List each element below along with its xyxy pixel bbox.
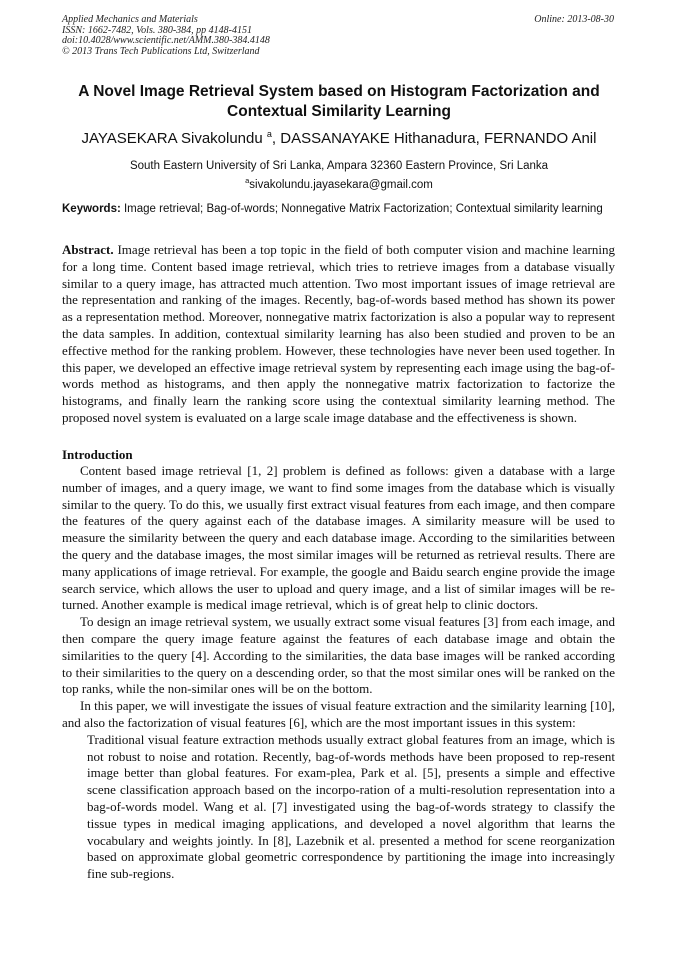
- contact-email: [40, 178, 638, 192]
- introduction-heading: Introduction: [62, 447, 133, 462]
- paper-title: A Novel Image Retrieval System based on Histogram Factorization and Contextual Similarity Learning: [78, 83, 600, 120]
- email-mark: a: [245, 176, 250, 186]
- email-address: sivakolundu.jayasekara@gmail.com: [249, 179, 433, 191]
- abstract: [62, 242, 615, 427]
- introduction-body: [62, 463, 615, 883]
- intro-list-item: Traditional visual feature extraction methods usually extract global features from an image, which is not robust to noise and rotation. Recently, bag-of-words methods have been proposed to rep-resent image better than global features. For exam-plea, Park et al. [5], presents a simple and effective scene classification approach based on the incorpo-ration of a multi-resolution representation into a bag-of-words model. Wang et al. [7] investigated using the bag-of-words strategy to classify the tissue types in medical imaging applications, and developed a novel algorithm that learns the vocabulary and weights jointly. In [8], Lazebnik et al. presented a method for scene reorganization based on approximate global geometric correspondence by partitioning the image into increasingly fine sub-regions.: [87, 731, 615, 882]
- keywords-label: Keywords:: [62, 203, 121, 215]
- intro-paragraph-3: In this paper, we will investigate the issues of visual feature extraction and the similarity learning [10], and also the factorization of visual features [6], which are the most important issues in this system:: [62, 698, 615, 730]
- copyright-line: © 2013 Trans Tech Publications Ltd, Switzerland: [62, 45, 260, 57]
- author-list: [30, 130, 648, 148]
- intro-paragraph-1: Content based image retrieval [1, 2] problem is defined as follows: given a database with a large number of images, and a query image, we want to find some images from the database which is visually similar to the query. To do this, we usually first extract visual features from each image, and then compare the features of the query against each of the database images. A similarity measure will be used to measure the similarity between the query and each database image. According to the similarities between the query and the database images, the most similar images will be returned as retrieval results. There are many applications of image retrieval. For example, the google and Baidu search engine provide the image search service, which allows the user to upload and query image, and a list of similar images will be re-turned. Another example is medical image retrieval, which is of great help to clinic doctors.: [62, 463, 615, 613]
- other-authors: , DASSANAYAKE Hithanadura, FERNANDO Anil: [271, 130, 597, 147]
- journal-header: [62, 15, 270, 57]
- online-date: Online: 2013-08-30: [534, 14, 614, 25]
- issn-line: ISSN: 1662-7482, Vols. 380-384, pp 4148-4151: [62, 24, 252, 36]
- first-author: JAYASEKARA Sivakolundu: [81, 130, 263, 147]
- abstract-label: Abstract.: [62, 242, 114, 257]
- doi-line: doi:10.4028/www.scientific.net/AMM.380-384.4148: [62, 35, 270, 46]
- affiliation: South Eastern University of Sri Lanka, Ampara 32360 Eastern Province, Sri Lanka: [129, 160, 549, 172]
- keywords: [62, 202, 615, 216]
- journal-name: Applied Mechanics and Materials: [62, 14, 198, 25]
- abstract-text: Image retrieval has been a top topic in the field of both computer vision and machine learning for a long time. Content based image retrieval, which tries to retrieve images from a database visually similar to a query image, has attracted much attention. Two most important issues of image retrieval are the representation and ranking of the images. Recently, bag-of-words based method has shown its power as a representation method. Moreover, nonnegative matrix factorization is also a popular way to represent the data samples. In addition, contextual similarity learning has also been studied and proven to be an effective method for the ranking problem. However, these technologies have never been used together. In this paper, we developed an effective image retrieval system by representing each image using the bag-of-words method as histograms, and then apply the nonnegative matrix factorization to factorize the histograms, and finally learn the ranking score using the contextual similarity learning method. The proposed novel system is evaluated on a large scale image database and the effectiveness is shown.: [62, 242, 615, 425]
- author-affiliation-mark: a: [266, 129, 272, 139]
- intro-paragraph-2: To design an image retrieval system, we usually extract some visual features [3] from each image, and then compare the query image feature against the features of each database image and obtain the similarities to the query [4]. According to the similarities, the data base images will be ranked according to their similarities to the query on a descending order, so that the most similar ones will be ranked on the top ranks, while the non-similar ones will be on the bottom.: [62, 614, 615, 697]
- keywords-text: Image retrieval; Bag-of-words; Nonnegative Matrix Factorization; Contextual similarity learning: [120, 203, 603, 215]
- intro-list: [62, 732, 615, 883]
